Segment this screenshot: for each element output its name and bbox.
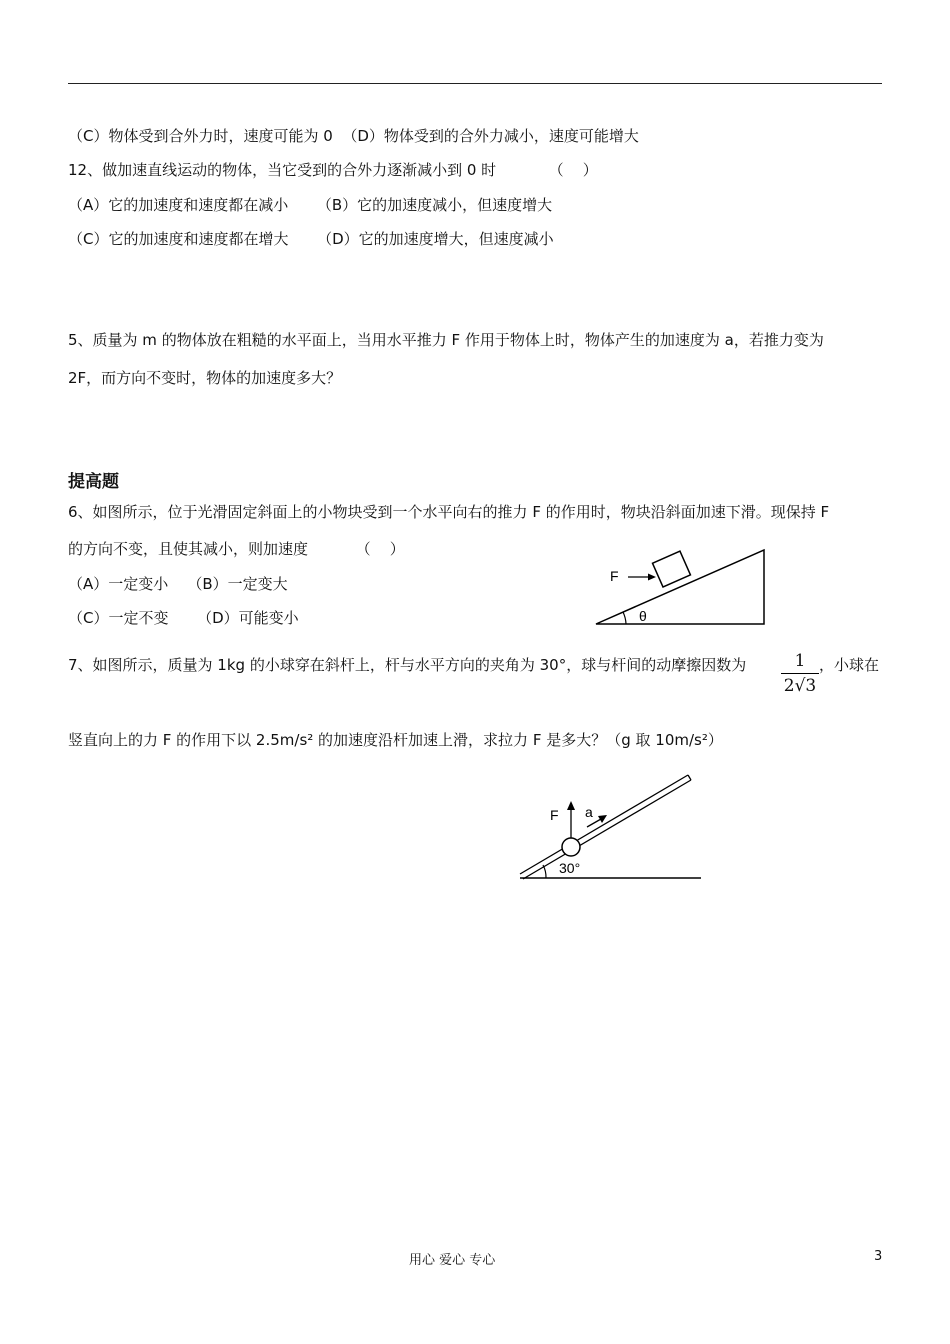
q6-option-ab: （A）一定变小 （B）一定变大 (68, 575, 288, 593)
ball-rod-figure (515, 770, 705, 885)
force-label: F (550, 807, 559, 823)
force-arrowhead (567, 801, 575, 810)
angle-label: 30° (559, 860, 581, 876)
angle-arc (543, 865, 546, 878)
footer-motto: 用心 爱心 专心 (409, 1253, 496, 1268)
header-rule (68, 83, 882, 84)
friction-fraction (781, 651, 819, 696)
q5-stem-line2: 2F，而方向不变时，物体的加速度多大？ (68, 369, 342, 387)
q12-option-cd: （C）它的加速度和速度都在增大 （D）它的加速度增大，但速度减小 (68, 230, 554, 248)
fraction-denominator: 2√3 (783, 676, 817, 696)
incline-block-figure (590, 545, 770, 630)
section-title: 提高题 (68, 472, 119, 492)
q7-stem-line2: 竖直向上的力 F 的作用下以 2.5m/s² 的加速度沿杆加速上滑，求拉力 F 是多大？（g 取 10m/s²） (68, 731, 723, 749)
ball (562, 838, 580, 856)
accel-arrow (587, 819, 601, 827)
accel-arrowhead (598, 815, 607, 823)
rod-top (520, 775, 688, 874)
q6-stem-line1: 6、如图所示，位于光滑固定斜面上的小物块受到一个水平向右的推力 F 的作用时，物块沿斜面加速下滑。现保持 F (68, 503, 830, 521)
fraction-numerator: 1 (794, 651, 806, 671)
accel-label: a (585, 804, 593, 820)
rod-bottom (523, 780, 691, 879)
q5-stem-line1: 5、质量为 m 的物体放在粗糙的水平面上，当用水平推力 F 作用于物体上时，物体产生的加速度为 a，若推力变为 (68, 331, 824, 349)
q12-option-ab: （A）它的加速度和速度都在减小 （B）它的加速度减小，但速度增大 (68, 196, 553, 214)
angle-arc (623, 612, 626, 624)
force-label: F (610, 568, 619, 584)
q6-option-cd: （C）一定不变 （D）可能变小 (68, 609, 299, 627)
q6-stem-line2: 的方向不变，且使其减小，则加速度 （ ） (68, 540, 405, 558)
page-number: 3 (874, 1249, 883, 1264)
q11-option-cd: （C）物体受到合外力时，速度可能为 0 （D）物体受到的合外力减小，速度可能增大 (68, 127, 639, 145)
angle-label: θ (639, 608, 647, 624)
q12-stem: 12、做加速直线运动的物体，当它受到的合外力逐渐减小到 0 时 （ ） (68, 161, 598, 179)
fraction-bar (781, 673, 819, 674)
q7-stem-line1-tail: ，小球在 (819, 656, 880, 674)
block (653, 551, 691, 587)
q7-stem-line1: 7、如图所示，质量为 1kg 的小球穿在斜杆上，杆与水平方向的夹角为 30°，球与杆间的动摩擦因数为 (68, 656, 747, 674)
force-arrowhead (648, 574, 656, 581)
